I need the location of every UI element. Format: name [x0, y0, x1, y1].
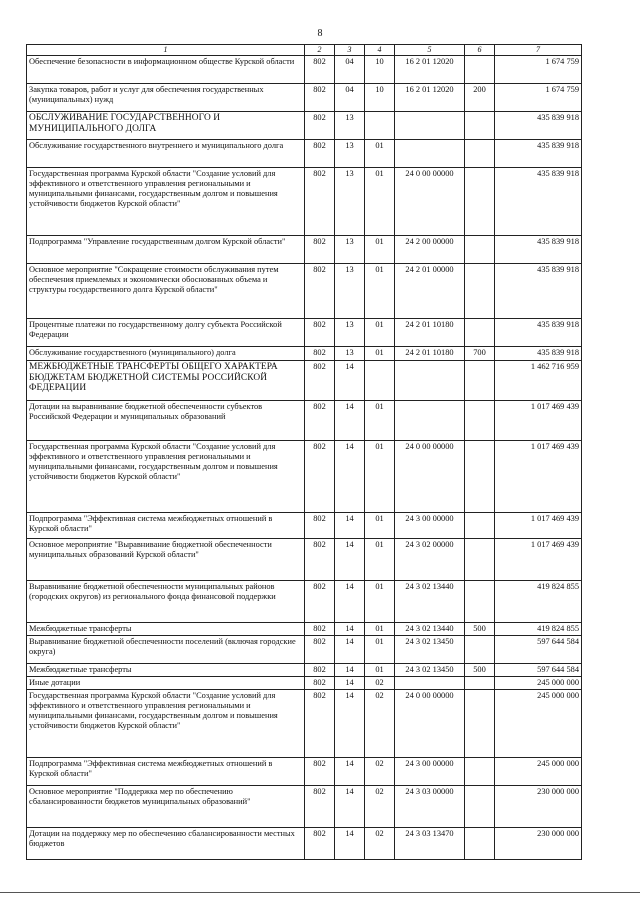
row-grbs-cell: 802 — [305, 664, 335, 677]
table-row — [27, 581, 582, 623]
row-expense-type-cell — [465, 758, 495, 786]
row-subsection-cell: 01 — [365, 319, 395, 347]
row-subsection-cell: 01 — [365, 347, 395, 361]
row-section-cell: 14 — [335, 664, 365, 677]
row-expense-type-cell — [465, 264, 495, 319]
row-sum-cell: 419 824 855 — [495, 581, 582, 623]
row-grbs-cell: 802 — [305, 539, 335, 581]
table-row — [27, 758, 582, 786]
row-name-cell: Основное мероприятие "Выравнивание бюджетной обеспеченности муниципальных образований Курской области" — [27, 539, 305, 581]
row-expense-type-cell — [465, 513, 495, 539]
row-section-cell: 13 — [335, 264, 365, 319]
row-expense-type-cell — [465, 56, 495, 84]
table-row — [27, 441, 582, 513]
row-section-cell: 13 — [335, 347, 365, 361]
row-grbs-cell: 802 — [305, 140, 335, 168]
row-name-cell: Основное мероприятие "Сокращение стоимости обслуживания путем обеспечения приемлемых и экономически обоснованных объема и структуры государственного долга Курской области" — [27, 264, 305, 319]
row-subsection-cell: 01 — [365, 140, 395, 168]
header-cell-name: 1 — [27, 45, 305, 56]
row-section-cell: 14 — [335, 690, 365, 758]
row-sum-cell: 1 017 469 439 — [495, 401, 582, 441]
row-target-article-cell: 24 3 02 13450 — [395, 664, 465, 677]
row-sum-cell: 230 000 000 — [495, 828, 582, 860]
row-sum-cell: 597 644 584 — [495, 664, 582, 677]
row-subsection-cell — [365, 361, 395, 401]
budget-table — [26, 44, 582, 860]
row-grbs-cell: 802 — [305, 786, 335, 828]
table-row — [27, 664, 582, 677]
row-sum-cell: 435 839 918 — [495, 347, 582, 361]
row-name-cell: Обеспечение безопасности в информационном обществе Курской области — [27, 56, 305, 84]
row-sum-cell: 435 839 918 — [495, 168, 582, 236]
header-cell-subsection: 4 — [365, 45, 395, 56]
row-expense-type-cell — [465, 401, 495, 441]
row-name-cell: Дотации на выравнивание бюджетной обеспеченности субъектов Российской Федерации и муниципальных образований — [27, 401, 305, 441]
table-row — [27, 347, 582, 361]
row-sum-cell: 1 462 716 959 — [495, 361, 582, 401]
row-subsection-cell: 02 — [365, 677, 395, 690]
row-expense-type-cell — [465, 786, 495, 828]
row-target-article-cell — [395, 112, 465, 140]
row-subsection-cell: 02 — [365, 828, 395, 860]
row-name-cell: Процентные платежи по государственному долгу субъекта Российской Федерации — [27, 319, 305, 347]
row-target-article-cell: 24 0 00 00000 — [395, 690, 465, 758]
row-name-cell: МЕЖБЮДЖЕТНЫЕ ТРАНСФЕРТЫ ОБЩЕГО ХАРАКТЕРА БЮДЖЕТАМ БЮДЖЕТНОЙ СИСТЕМЫ РОССИЙСКОЙ ФЕДЕРАЦИИ — [27, 361, 305, 401]
row-subsection-cell: 02 — [365, 786, 395, 828]
row-sum-cell: 245 000 000 — [495, 690, 582, 758]
row-expense-type-cell — [465, 690, 495, 758]
row-section-cell: 14 — [335, 581, 365, 623]
row-expense-type-cell: 200 — [465, 84, 495, 112]
row-subsection-cell: 10 — [365, 84, 395, 112]
row-grbs-cell: 802 — [305, 401, 335, 441]
row-name-cell: Подпрограмма "Управление государственным долгом Курской области" — [27, 236, 305, 264]
row-sum-cell: 419 824 855 — [495, 623, 582, 636]
row-name-cell: Подпрограмма "Эффективная система межбюджетных отношений в Курской области" — [27, 758, 305, 786]
row-expense-type-cell: 500 — [465, 623, 495, 636]
row-subsection-cell: 01 — [365, 264, 395, 319]
table-row — [27, 690, 582, 758]
table-row — [27, 140, 582, 168]
row-target-article-cell — [395, 677, 465, 690]
table-row — [27, 623, 582, 636]
table-row — [27, 84, 582, 112]
row-name-cell: Обслуживание государственного (муниципального) долга — [27, 347, 305, 361]
row-target-article-cell: 24 0 00 00000 — [395, 168, 465, 236]
row-sum-cell: 1 017 469 439 — [495, 513, 582, 539]
row-target-article-cell: 24 3 02 13440 — [395, 581, 465, 623]
page-number: 8 — [317, 28, 323, 39]
row-expense-type-cell: 500 — [465, 664, 495, 677]
row-expense-type-cell — [465, 677, 495, 690]
row-section-cell: 14 — [335, 441, 365, 513]
row-sum-cell: 245 000 000 — [495, 677, 582, 690]
row-grbs-cell: 802 — [305, 112, 335, 140]
row-target-article-cell: 16 2 01 12020 — [395, 84, 465, 112]
table-row — [27, 677, 582, 690]
header-cell-sum: 7 — [495, 45, 582, 56]
row-target-article-cell: 24 3 02 13450 — [395, 636, 465, 664]
row-sum-cell: 245 000 000 — [495, 758, 582, 786]
row-sum-cell: 1 674 759 — [495, 84, 582, 112]
row-expense-type-cell — [465, 236, 495, 264]
row-expense-type-cell — [465, 168, 495, 236]
header-cell-expense-type: 6 — [465, 45, 495, 56]
table-row — [27, 828, 582, 860]
table-row — [27, 236, 582, 264]
row-name-cell: Закупка товаров, работ и услуг для обеспечения государственных (муниципальных) нужд — [27, 84, 305, 112]
row-section-cell: 14 — [335, 361, 365, 401]
row-section-cell: 13 — [335, 112, 365, 140]
row-name-cell: Подпрограмма "Эффективная система межбюджетных отношений в Курской области" — [27, 513, 305, 539]
row-sum-cell: 435 839 918 — [495, 319, 582, 347]
column-number-header — [27, 45, 582, 56]
row-section-cell: 14 — [335, 677, 365, 690]
page-bottom-rule — [0, 892, 640, 893]
row-section-cell: 04 — [335, 84, 365, 112]
row-grbs-cell: 802 — [305, 264, 335, 319]
table-row — [27, 112, 582, 140]
row-name-cell: Обслуживание государственного внутреннего и муниципального долга — [27, 140, 305, 168]
row-target-article-cell: 24 0 00 00000 — [395, 441, 465, 513]
row-target-article-cell: 24 2 00 00000 — [395, 236, 465, 264]
row-sum-cell: 597 644 584 — [495, 636, 582, 664]
row-name-cell: Межбюджетные трансферты — [27, 623, 305, 636]
header-cell-grbs: 2 — [305, 45, 335, 56]
row-name-cell: Выравнивание бюджетной обеспеченности муниципальных районов (городских округов) из регионального фонда финансовой поддержки — [27, 581, 305, 623]
row-subsection-cell: 01 — [365, 401, 395, 441]
row-subsection-cell: 01 — [365, 623, 395, 636]
row-subsection-cell: 01 — [365, 513, 395, 539]
row-grbs-cell: 802 — [305, 581, 335, 623]
row-target-article-cell: 24 2 01 00000 — [395, 264, 465, 319]
row-section-cell: 14 — [335, 539, 365, 581]
row-subsection-cell: 01 — [365, 664, 395, 677]
row-grbs-cell: 802 — [305, 513, 335, 539]
row-target-article-cell — [395, 361, 465, 401]
table-row — [27, 636, 582, 664]
row-sum-cell: 1 017 469 439 — [495, 539, 582, 581]
row-section-cell: 14 — [335, 401, 365, 441]
row-target-article-cell: 24 2 01 10180 — [395, 347, 465, 361]
row-subsection-cell: 01 — [365, 441, 395, 513]
row-section-cell: 14 — [335, 828, 365, 860]
row-sum-cell: 435 839 918 — [495, 112, 582, 140]
table-row — [27, 786, 582, 828]
row-section-cell: 14 — [335, 758, 365, 786]
row-subsection-cell: 01 — [365, 539, 395, 581]
row-target-article-cell: 24 3 03 00000 — [395, 786, 465, 828]
row-grbs-cell: 802 — [305, 319, 335, 347]
row-expense-type-cell — [465, 441, 495, 513]
row-sum-cell: 435 839 918 — [495, 264, 582, 319]
row-target-article-cell: 24 3 02 13440 — [395, 623, 465, 636]
row-expense-type-cell — [465, 539, 495, 581]
row-expense-type-cell: 700 — [465, 347, 495, 361]
row-grbs-cell: 802 — [305, 168, 335, 236]
header-cell-target-article: 5 — [395, 45, 465, 56]
row-name-cell: Государственная программа Курской области "Создание условий для эффективного и ответственного управления региональными и муниципальными финансами, государственным долгом и повышения устойчивости бюджетов Курской области" — [27, 690, 305, 758]
row-grbs-cell: 802 — [305, 84, 335, 112]
row-name-cell: ОБСЛУЖИВАНИЕ ГОСУДАРСТВЕННОГО И МУНИЦИПАЛЬНОГО ДОЛГА — [27, 112, 305, 140]
row-target-article-cell: 24 3 00 00000 — [395, 513, 465, 539]
table-row — [27, 264, 582, 319]
row-expense-type-cell — [465, 361, 495, 401]
table-row — [27, 168, 582, 236]
row-grbs-cell: 802 — [305, 347, 335, 361]
table-row — [27, 539, 582, 581]
row-subsection-cell: 02 — [365, 690, 395, 758]
row-grbs-cell: 802 — [305, 690, 335, 758]
row-grbs-cell: 802 — [305, 758, 335, 786]
row-expense-type-cell — [465, 581, 495, 623]
row-expense-type-cell — [465, 636, 495, 664]
row-sum-cell: 1 674 759 — [495, 56, 582, 84]
row-name-cell: Иные дотации — [27, 677, 305, 690]
table-row — [27, 361, 582, 401]
row-expense-type-cell — [465, 828, 495, 860]
row-target-article-cell: 24 2 01 10180 — [395, 319, 465, 347]
row-sum-cell: 230 000 000 — [495, 786, 582, 828]
row-target-article-cell: 24 3 00 00000 — [395, 758, 465, 786]
row-target-article-cell: 24 3 02 00000 — [395, 539, 465, 581]
row-grbs-cell: 802 — [305, 623, 335, 636]
row-target-article-cell: 16 2 01 12020 — [395, 56, 465, 84]
row-name-cell: Государственная программа Курской области "Создание условий для эффективного и ответственного управления региональными и муниципальными финансами, государственным долгом и повышения устойчивости бюджетов Курской области" — [27, 441, 305, 513]
row-section-cell: 14 — [335, 786, 365, 828]
row-subsection-cell: 01 — [365, 581, 395, 623]
row-section-cell: 04 — [335, 56, 365, 84]
row-grbs-cell: 802 — [305, 677, 335, 690]
table-row — [27, 56, 582, 84]
row-name-cell: Выравнивание бюджетной обеспеченности поселений (включая городские округа) — [27, 636, 305, 664]
row-grbs-cell: 802 — [305, 828, 335, 860]
row-section-cell: 14 — [335, 513, 365, 539]
row-section-cell: 13 — [335, 236, 365, 264]
row-section-cell: 13 — [335, 319, 365, 347]
row-sum-cell: 435 839 918 — [495, 236, 582, 264]
table-row — [27, 401, 582, 441]
row-grbs-cell: 802 — [305, 236, 335, 264]
row-target-article-cell: 24 3 03 13470 — [395, 828, 465, 860]
row-subsection-cell: 10 — [365, 56, 395, 84]
row-name-cell: Межбюджетные трансферты — [27, 664, 305, 677]
row-sum-cell: 1 017 469 439 — [495, 441, 582, 513]
row-name-cell: Дотации на поддержку мер по обеспечению сбалансированности местных бюджетов — [27, 828, 305, 860]
row-expense-type-cell — [465, 112, 495, 140]
row-section-cell: 13 — [335, 168, 365, 236]
row-expense-type-cell — [465, 140, 495, 168]
row-grbs-cell: 802 — [305, 636, 335, 664]
row-section-cell: 14 — [335, 623, 365, 636]
row-subsection-cell: 01 — [365, 636, 395, 664]
row-target-article-cell — [395, 401, 465, 441]
row-subsection-cell: 01 — [365, 168, 395, 236]
row-grbs-cell: 802 — [305, 361, 335, 401]
row-section-cell: 13 — [335, 140, 365, 168]
row-section-cell: 14 — [335, 636, 365, 664]
row-target-article-cell — [395, 140, 465, 168]
row-sum-cell: 435 839 918 — [495, 140, 582, 168]
row-grbs-cell: 802 — [305, 441, 335, 513]
header-cell-section: 3 — [335, 45, 365, 56]
row-name-cell: Основное мероприятие "Поддержка мер по обеспечению сбалансированности бюджетов муниципальных образований" — [27, 786, 305, 828]
row-subsection-cell: 01 — [365, 236, 395, 264]
table-row — [27, 319, 582, 347]
row-subsection-cell — [365, 112, 395, 140]
row-expense-type-cell — [465, 319, 495, 347]
row-grbs-cell: 802 — [305, 56, 335, 84]
table-row — [27, 513, 582, 539]
row-subsection-cell: 02 — [365, 758, 395, 786]
row-name-cell: Государственная программа Курской области "Создание условий для эффективного и ответственного управления региональными и муниципальными финансами, государственным долгом и повышения устойчивости бюджетов Курской области" — [27, 168, 305, 236]
